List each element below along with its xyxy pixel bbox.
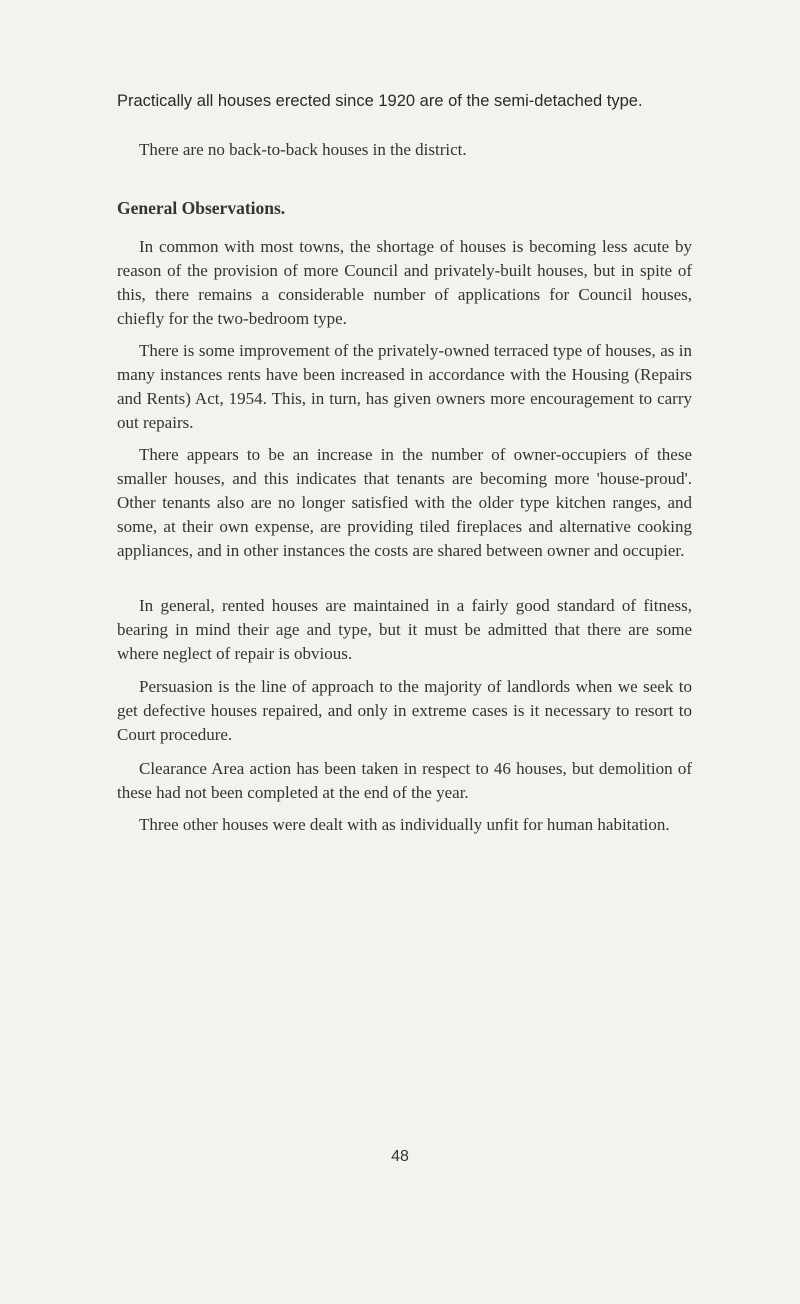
paragraph-back-to-back: There are no back-to-back houses in the district. xyxy=(139,140,467,159)
paragraph-rented-houses: In general, rented houses are maintained in a fairly good standard of fitness, bearing in mind their age and type, but it must be admitted that there are some where neglect of repair is obvious. xyxy=(117,596,692,663)
paragraph-clearance: Clearance Area action has been taken in respect to 46 houses, but demolition of these had not been completed at the end of the year. xyxy=(117,759,692,802)
paragraph-persuasion: Persuasion is the line of approach to the majority of landlords when we seek to get defective houses repaired, and only in extreme cases is it necessary to resort to Court procedure. xyxy=(117,677,692,744)
paragraph-semi-detached: Practically all houses erected since 1920 are of the semi-detached type. xyxy=(117,92,643,110)
paragraph-unfit-houses: Three other houses were dealt with as individually unfit for human habitation. xyxy=(139,815,670,834)
page-number: 48 xyxy=(391,1148,409,1165)
paragraph-improvement: There is some improvement of the privately-owned terraced type of houses, as in many instances rents have been increased in accordance with the Housing (Repairs and Rents) Act, 1954. This, in turn, has given owners more encouragement to carry out repairs. xyxy=(117,341,692,432)
paragraph-owner-occupiers: There appears to be an increase in the number of owner-occupiers of these smaller houses, and this indicates that tenants are becoming more 'house-proud'. Other tenants also are no longer satisfied with the older type kitchen ranges, and some, at their own expense, are providing tiled fireplaces and alternative cooking appliances, and in other instances the costs are shared between owner and occupier. xyxy=(117,445,692,560)
paragraph-shortage: In common with most towns, the shortage of houses is becoming less acute by reason of the provision of more Council and privately-built houses, but in spite of this, there remains a considerable number of applications for Council houses, chiefly for the two-bedroom type. xyxy=(117,237,692,328)
section-heading: General Observations. xyxy=(117,198,286,218)
